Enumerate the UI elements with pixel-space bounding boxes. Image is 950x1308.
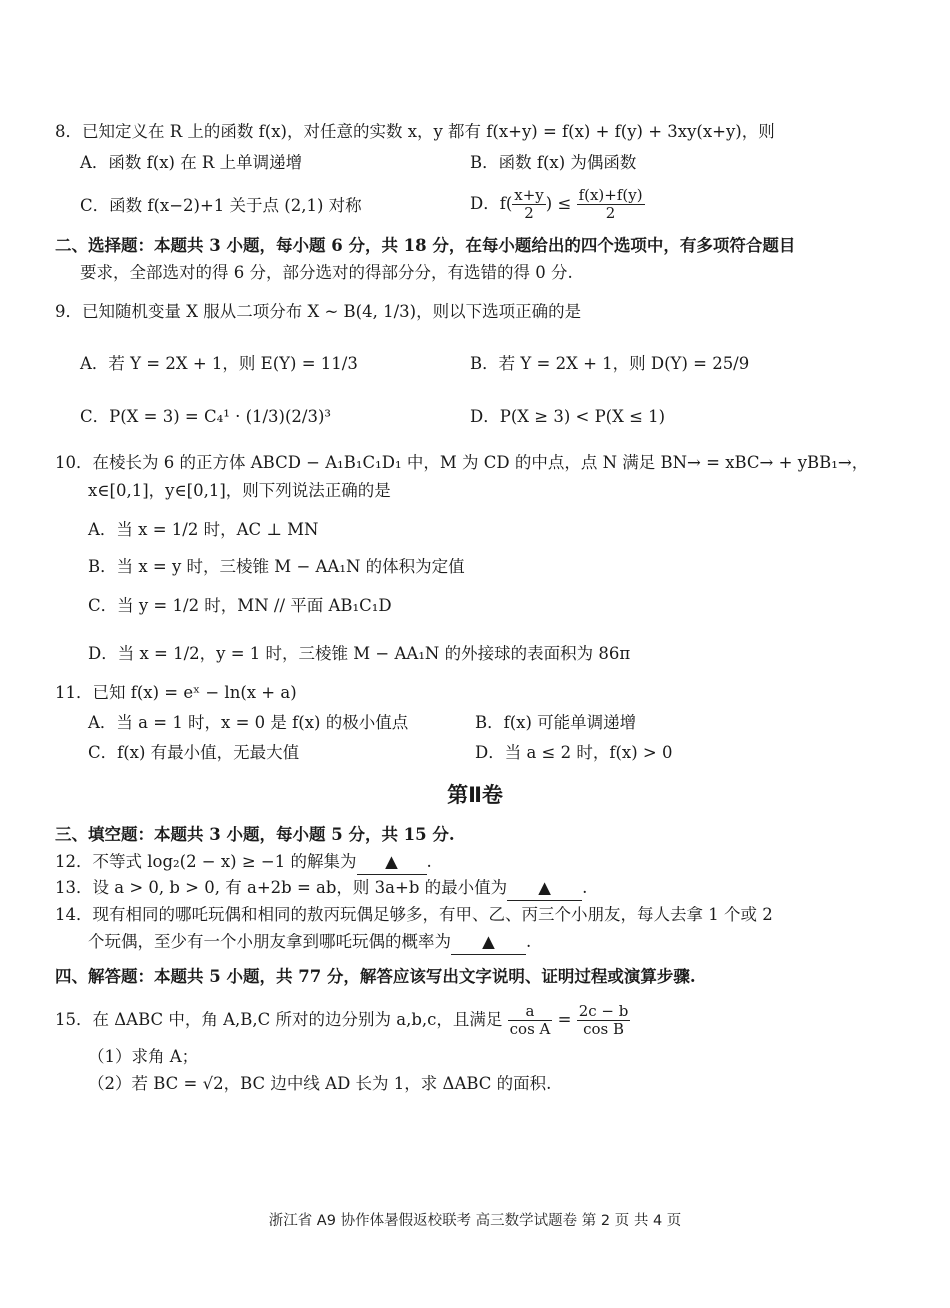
q15-part2: （2）若 BC = √2，BC 边中线 AD 长为 1，求 ΔABC 的面积. <box>88 1074 552 1093</box>
q9-option-a: A．若 Y = 2X + 1，则 E(Y) = 11/3 <box>80 354 358 373</box>
q14-period: . <box>526 932 532 951</box>
q13-answer-blank[interactable] <box>507 876 582 901</box>
q14-line1: 14．现有相同的哪吒玩偶和相同的敖丙玩偶足够多，有甲、乙、丙三个小朋友，每人去拿 1 个或 2 <box>55 905 773 924</box>
q8-d-num2: f(x)+f(y) <box>578 185 643 204</box>
q11-option-a: A．当 a = 1 时，x = 0 是 f(x) 的极小值点 <box>88 713 409 732</box>
q10-option-b: B．当 x = y 时，三棱锥 M − AA₁N 的体积为定值 <box>88 557 465 576</box>
q8-option-a: A．函数 f(x) 在 R 上单调递增 <box>80 153 303 172</box>
q10-stem-2: x∈[0,1]，y∈[0,1]，则下列说法正确的是 <box>88 481 391 500</box>
q12-period: . <box>426 852 432 871</box>
page-footer: 浙江省 A9 协作体暑假返校联考 高三数学试题卷 第 2 页 共 4 页 <box>268 1213 682 1229</box>
q8-option-d <box>470 178 645 230</box>
q10-option-c: C．当 y = 1/2 时，MN // 平面 AB₁C₁D <box>88 596 392 615</box>
q15-frac1 <box>508 1003 553 1039</box>
q11-option-c: C．f(x) 有最小值，无最大值 <box>88 743 300 762</box>
q10-stem: 10．在棱长为 6 的正方体 ABCD − A₁B₁C₁D₁ 中，M 为 CD 的中点，点 N 满足 BN→ = xBC→ + yBB₁→， <box>55 453 869 472</box>
q12-blank-mark: ▲ <box>385 852 398 871</box>
q8-d-num1: x+y <box>514 185 544 204</box>
part2-title: 第Ⅱ卷 <box>447 783 503 807</box>
q10-option-d: D．当 x = 1/2，y = 1 时，三棱锥 M − AA₁N 的外接球的表面积为 86π <box>88 644 631 663</box>
section2-line1: 二、选择题：本题共 3 小题，每小题 6 分，共 18 分，在每小题给出的四个选项中，有多项符合题目 <box>55 236 796 255</box>
section2-line2: 要求，全部选对的得 6 分，部分选对的得部分分，有选错的得 0 分. <box>80 263 573 282</box>
q9-option-d: D．P(X ≥ 3) < P(X ≤ 1) <box>470 407 666 426</box>
q8-d-frac1 <box>512 187 546 223</box>
q11-stem: 11．已知 f(x) = eˣ − ln(x + a) <box>55 683 297 702</box>
q15-eq: = <box>557 1010 572 1029</box>
q9-option-b: B．若 Y = 2X + 1，则 D(Y) = 25/9 <box>470 354 750 373</box>
section4-header <box>55 965 696 989</box>
q15-stem <box>55 996 630 1044</box>
q11-option-b: B．f(x) 可能单调递增 <box>475 713 637 732</box>
q8-stem: 8．已知定义在 R 上的函数 f(x)，对任意的实数 x，y 都有 f(x+y) = f(x) + f(y) + 3xy(x+y)，则 <box>55 122 775 141</box>
q8-d-den2: 2 <box>605 204 616 222</box>
q14-line2 <box>88 930 531 955</box>
q13 <box>55 876 587 901</box>
q13-text: 13．设 a > 0, b > 0, 有 a+2b = ab，则 3a+b 的最小值为 <box>55 878 508 897</box>
q15-den1: cos A <box>509 1020 551 1038</box>
q9-option-c: C．P(X = 3) = C₄¹ · (1/3)(2/3)³ <box>80 407 332 426</box>
q8-d-den1: 2 <box>524 204 534 222</box>
q14-text: 个玩偶，至少有一个小朋友拿到哪吒玩偶的概率为 <box>88 932 451 951</box>
q15-frac2 <box>577 1003 631 1039</box>
q12 <box>55 850 432 875</box>
q14-answer-blank[interactable] <box>451 930 526 955</box>
q8-option-c: C．函数 f(x−2)+1 关于点 (2,1) 对称 <box>80 196 362 215</box>
q14-blank-mark: ▲ <box>482 932 495 951</box>
q12-text: 12．不等式 log₂(2 − x) ≥ −1 的解集为 <box>55 852 357 871</box>
q8-d-frac2 <box>577 187 645 223</box>
q15-part1: （1）求角 A； <box>88 1047 199 1066</box>
q10-option-a: A．当 x = 1/2 时，AC ⊥ MN <box>88 520 319 539</box>
q15-stem-text: 15．在 ΔABC 中，角 A,B,C 所对的边分别为 a,b,c，且满足 <box>55 1010 503 1029</box>
q8-d-mid: ) ≤ <box>545 194 572 213</box>
q12-answer-blank[interactable] <box>357 850 427 875</box>
section3-header <box>55 823 455 847</box>
q13-blank-mark: ▲ <box>538 878 551 897</box>
section4-header-text: 四、解答题：本题共 5 小题，共 77 分，解答应该写出文字说明、证明过程或演算步骤. <box>55 967 696 986</box>
q8-option-b: B．函数 f(x) 为偶函数 <box>470 153 637 172</box>
q15-den2: cos B <box>583 1020 624 1038</box>
q8-d-prefix: D．f( <box>470 194 513 213</box>
q9-stem: 9．已知随机变量 X 服从二项分布 X ~ B(4, 1/3)，则以下选项正确的是 <box>55 302 582 321</box>
section3-header-text: 三、填空题：本题共 3 小题，每小题 5 分，共 15 分. <box>55 825 455 844</box>
q11-option-d: D．当 a ≤ 2 时，f(x) > 0 <box>475 743 673 762</box>
q15-num1: a <box>508 1003 553 1021</box>
q13-period: . <box>582 878 588 897</box>
q15-num2: 2c − b <box>578 1001 629 1020</box>
